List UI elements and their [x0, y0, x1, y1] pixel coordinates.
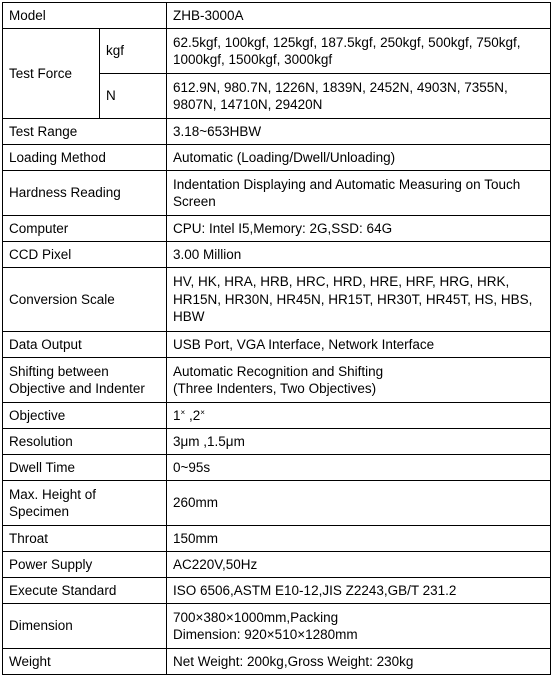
row-value-line: Automatic Recognition and Shifting	[173, 363, 384, 379]
specification-table	[2, 2, 551, 675]
row-label-line: Max. Height of	[9, 486, 97, 502]
row-label: Test Range	[3, 119, 167, 145]
row-label: Conversion Scale	[3, 268, 167, 332]
row-value: Net Weight: 200kg,Gross Weight: 230kg	[167, 649, 551, 675]
row-label: Resolution	[3, 429, 167, 455]
row-label: Dwell Time	[3, 455, 167, 481]
row-value: 260mm	[167, 481, 551, 526]
table-row	[3, 268, 551, 332]
row-label: Data Output	[3, 332, 167, 358]
row-value	[167, 403, 551, 429]
row-value	[167, 604, 551, 649]
objective-sup-1: ×	[180, 407, 186, 417]
row-label: CCD Pixel	[3, 242, 167, 268]
row-label-line: Shifting between	[9, 363, 109, 379]
row-value: 3μm ,1.5μm	[167, 429, 551, 455]
row-value-line: (Three Indenters, Two Objectives)	[173, 381, 377, 396]
row-label: Objective	[3, 403, 167, 429]
row-value: USB Port, VGA Interface, Network Interface	[167, 332, 551, 358]
row-value: CPU: Intel I5,Memory: 2G,SSD: 64G	[167, 216, 551, 242]
row-value	[167, 358, 551, 403]
row-value: 3.00 Million	[167, 242, 551, 268]
row-label	[3, 358, 167, 403]
table-row	[3, 29, 551, 74]
row-value: Automatic (Loading/Dwell/Unloading)	[167, 145, 551, 171]
table-row	[3, 578, 551, 604]
row-value-line: Dimension: 920×510×1280mm	[173, 627, 358, 642]
row-label: Execute Standard	[3, 578, 167, 604]
row-value: 150mm	[167, 526, 551, 552]
row-value: 3.18~653HBW	[167, 119, 551, 145]
row-value: AC220V,50Hz	[167, 552, 551, 578]
table-row	[3, 242, 551, 268]
unit-label: N	[100, 74, 167, 119]
row-value-line: 700×380×1000mm,Packing	[173, 609, 339, 625]
table-row	[3, 358, 551, 403]
row-label-line: Objective and Indenter	[9, 381, 145, 396]
row-label: Dimension	[3, 604, 167, 649]
row-value: 0~95s	[167, 455, 551, 481]
table-row	[3, 604, 551, 649]
row-label-line: Specimen	[9, 504, 70, 519]
unit-label: kgf	[100, 29, 167, 74]
row-label	[3, 481, 167, 526]
table-row	[3, 145, 551, 171]
table-row	[3, 403, 551, 429]
row-label: Loading Method	[3, 145, 167, 171]
row-value: 612.9N, 980.7N, 1226N, 1839N, 2452N, 4903N, 7355N, 9807N, 14710N, 29420N	[167, 74, 551, 119]
table-row	[3, 3, 551, 29]
row-label: Model	[3, 3, 167, 29]
table-row	[3, 526, 551, 552]
row-label: Computer	[3, 216, 167, 242]
row-label: Throat	[3, 526, 167, 552]
table-row	[3, 119, 551, 145]
objective-separator: ,	[185, 407, 193, 423]
objective-value-2: 2	[192, 407, 201, 423]
row-value: ISO 6506,ASTM E10-12,JIS Z2243,GB/T 231.2	[167, 578, 551, 604]
objective-value-1: 1	[173, 407, 181, 423]
table-row	[3, 332, 551, 358]
table-row	[3, 552, 551, 578]
row-label: Hardness Reading	[3, 171, 167, 216]
row-label: Weight	[3, 649, 167, 675]
row-value: Indentation Displaying and Automatic Measuring on Touch Screen	[167, 171, 551, 216]
table-row	[3, 649, 551, 675]
row-value: ZHB-3000A	[167, 3, 551, 29]
row-label: Test Force	[3, 29, 100, 119]
row-label: Power Supply	[3, 552, 167, 578]
row-value: 62.5kgf, 100kgf, 125kgf, 187.5kgf, 250kgf, 500kgf, 750kgf, 1000kgf, 1500kgf, 3000kgf	[167, 29, 551, 74]
table-row	[3, 455, 551, 481]
row-value: HV, HK, HRA, HRB, HRC, HRD, HRE, HRF, HRG, HRK, HR15N, HR30N, HR45N, HR15T, HR30T, HR45T, HS, HBS, HBW	[167, 268, 551, 332]
table-row	[3, 171, 551, 216]
table-row	[3, 481, 551, 526]
table-row	[3, 429, 551, 455]
objective-sup-2: ×	[200, 407, 205, 417]
table-row	[3, 216, 551, 242]
